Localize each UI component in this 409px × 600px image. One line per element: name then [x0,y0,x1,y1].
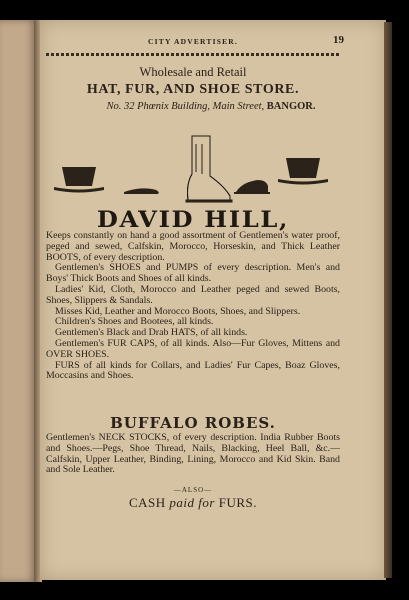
boot-icon [186,136,232,202]
slipper-icon [124,188,159,194]
top-hat-left-icon [54,167,104,193]
page-fore-edge [384,22,392,578]
store-address [46,101,358,112]
address-street: No. 32 Phœnix Building, Main Street, [106,101,265,112]
paragraph-children: Children's Shoes and Bootees, all kinds. [55,316,214,328]
paragraph-shoes: Gentlemen's SHOES and PUMPS of every description. Men's and Boys' Thick Boots and Shoes of all kinds. [46,262,340,285]
cash-italic: paid for [169,495,215,510]
cash-prefix: CASH [128,495,166,510]
running-title: CITY ADVERTISER. [148,37,238,46]
facing-page-edge [0,20,37,582]
paragraph-hats: Gentlemen's Black and Drab HATS, of all kinds. [55,327,248,339]
running-head [46,34,344,53]
cash-line [46,495,340,511]
ad-body [46,231,340,382]
page-number: 19 [333,34,344,46]
woodcut-illustration [46,134,340,208]
shoe-icon [234,180,270,194]
paragraph-ladies: Ladies' Kid, Cloth, Morocco and Leather peged and sewed Boots, Shoes, Slippers & Sandals. [46,283,340,306]
address-town: BANGOR. [266,101,316,112]
proprietor-name: DAVID HILL, [96,207,290,233]
store-title: HAT, FUR, AND SHOE STORE. [86,82,300,97]
ad-subtitle: Wholesale and Retail [139,65,247,79]
also-label: —ALSO— [173,486,213,494]
ad-body-2 [46,433,340,476]
ornamental-rule [46,53,340,56]
paragraph-neck-stocks: Gentlemen's NECK STOCKS, of every description. India Rubber Boots and Shoes.—Pegs, Shoe Thread, Nails, Blacking, Heel Ball, &c.—Calfskin, Upper Leather, Binding, Lining, Morocco and Kid Skin. Band and Sole Leather. [46,432,340,476]
section-heading: BUFFALO ROBES. [110,414,276,432]
cash-suffix: FURS. [218,495,257,510]
top-hat-right-icon [278,158,328,185]
paragraph-boots: Keeps constantly on hand a good assortment of Gentlemen's water proof, peged and sewed, Calfskin, Morocco, Horseskin, and Thick Leather BOOTS, of every description. [46,230,340,263]
paragraph-misses: Misses Kid, Leather and Morocco Boots, Shoes, and Slippers. [55,305,301,317]
paragraph-fur-caps: Gentlemen's FUR CAPS, of all kinds. Also—Fur Gloves, Mittens and OVER SHOES. [46,337,340,360]
paragraph-furs: FURS of all kinds for Collars, and Ladies' Fur Capes, Boaz Gloves, Moccasins and Shoes. [46,359,340,382]
